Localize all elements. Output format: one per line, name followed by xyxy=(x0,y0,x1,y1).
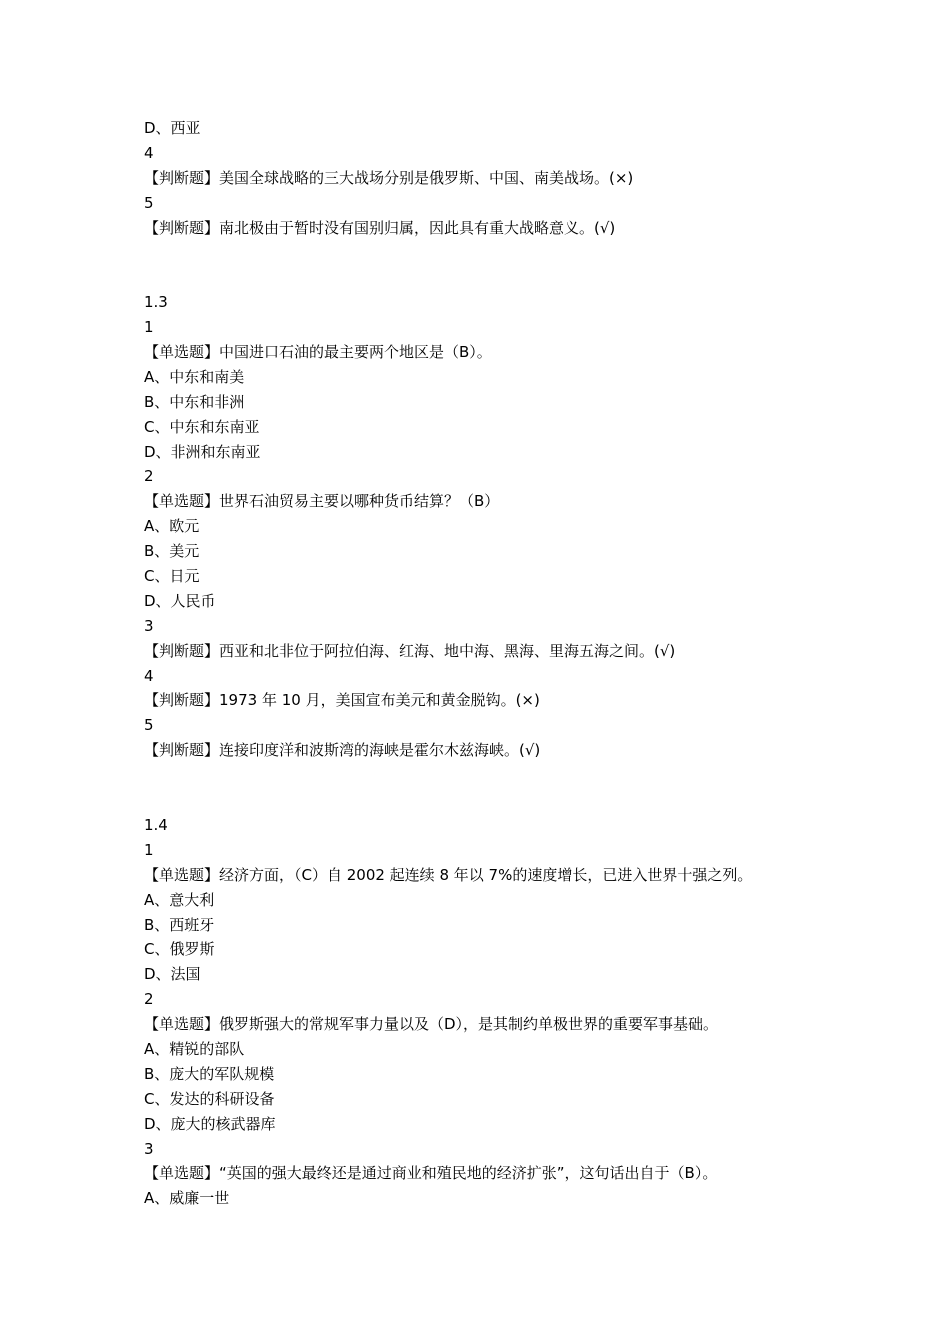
section-heading: 1.3 xyxy=(144,293,168,312)
option-text: A、威廉一世 xyxy=(144,1189,230,1208)
option-text: A、欧元 xyxy=(144,517,200,536)
blank-line xyxy=(144,265,890,290)
question-text: 【判断题】1973 年 10 月，美国宣布美元和黄金脱钩。(×) xyxy=(144,691,540,710)
option-text: C、俄罗斯 xyxy=(144,940,215,959)
question-text: 【单选题】中国进口石油的最主要两个地区是（B）。 xyxy=(144,343,492,362)
blank-line xyxy=(144,788,890,813)
option-text: B、西班牙 xyxy=(144,915,215,934)
question-number: 4 xyxy=(144,143,154,162)
option-text: D、人民币 xyxy=(144,591,216,610)
question-number: 5 xyxy=(144,193,154,212)
option-text: B、中东和非洲 xyxy=(144,392,245,411)
option-text: B、庞大的军队规模 xyxy=(144,1064,275,1083)
question-text: 【单选题】世界石油贸易主要以哪种货币结算？（B） xyxy=(144,492,500,511)
option-text: D、庞大的核武器库 xyxy=(144,1114,276,1133)
question-number: 1 xyxy=(144,318,154,337)
question-text: 【单选题】经济方面，（C）自 2002 起连续 8 年以 7%的速度增长，已进入世界十强之列。 xyxy=(144,865,753,884)
text-line: D、西亚 xyxy=(144,119,201,137)
blank-line xyxy=(144,240,890,265)
question-number: 4 xyxy=(144,666,154,685)
question-number: 2 xyxy=(144,467,154,486)
question-text: 【判断题】连接印度洋和波斯湾的海峡是霍尔木兹海峡。(√) xyxy=(144,741,541,760)
blank-line xyxy=(144,763,890,788)
option-text: D、法国 xyxy=(144,965,201,984)
question-text: 【单选题】“英国的强大最终还是通过商业和殖民地的经济扩张”，这句话出自于（B）。 xyxy=(144,1164,718,1183)
question-number: 5 xyxy=(144,716,154,735)
question-text: 【判断题】西亚和北非位于阿拉伯海、红海、地中海、黑海、里海五海之间。(√) xyxy=(144,641,676,660)
question-text: 【判断题】美国全球战略的三大战场分别是俄罗斯、中国、南美战场。(×) xyxy=(144,168,634,187)
option-text: A、精锐的部队 xyxy=(144,1039,245,1058)
question-text: 【单选题】俄罗斯强大的常规军事力量以及（D），是其制约单极世界的重要军事基础。 xyxy=(144,1015,719,1034)
section-heading: 1.4 xyxy=(144,815,168,834)
question-text: 【判断题】南北极由于暂时没有国别归属，因此具有重大战略意义。(√) xyxy=(144,218,616,237)
option-text: A、意大利 xyxy=(144,890,215,909)
option-text: C、日元 xyxy=(144,567,200,586)
option-text: B、美元 xyxy=(144,542,200,561)
question-number: 2 xyxy=(144,990,154,1009)
option-text: A、中东和南美 xyxy=(144,367,245,386)
option-text: C、发达的科研设备 xyxy=(144,1089,275,1108)
question-number: 1 xyxy=(144,840,154,859)
option-text: C、中东和东南亚 xyxy=(144,417,260,436)
option-text: D、非洲和东南亚 xyxy=(144,442,261,461)
question-number: 3 xyxy=(144,1139,154,1158)
question-number: 3 xyxy=(144,616,154,635)
